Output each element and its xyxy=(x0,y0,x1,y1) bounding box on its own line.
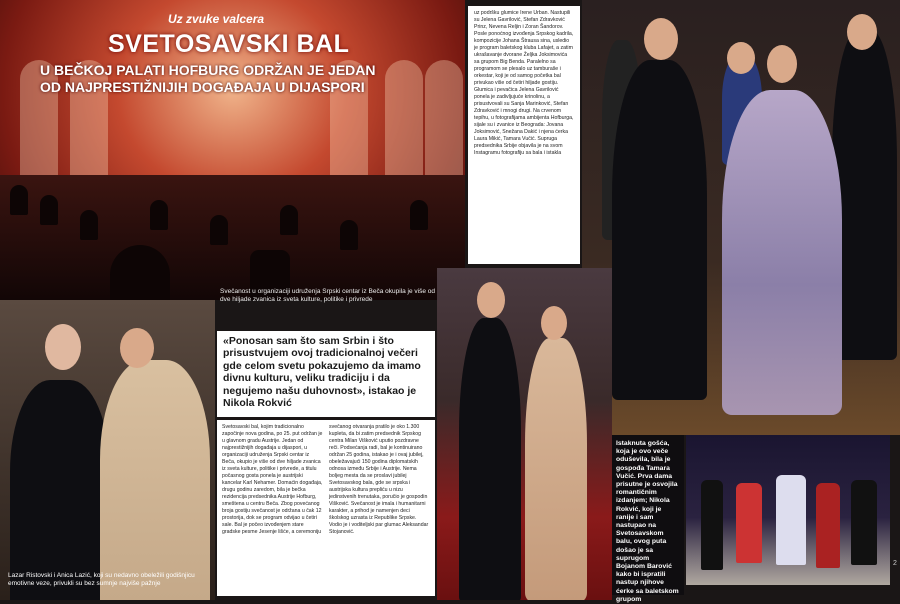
man-in-tuxedo xyxy=(10,380,110,600)
woman-head xyxy=(767,45,797,83)
dancer-silhouette xyxy=(701,480,723,570)
man-in-tuxedo xyxy=(459,318,521,600)
woman-in-gown xyxy=(722,90,842,415)
man-head xyxy=(45,324,81,370)
guest-silhouette xyxy=(280,205,298,235)
dancer-silhouette xyxy=(736,483,762,563)
pull-quote xyxy=(217,331,435,417)
article-title: SVETOSAVSKI BAL xyxy=(108,30,350,58)
guest-silhouette xyxy=(410,200,428,230)
photo-caption-right xyxy=(612,435,684,603)
woman-in-gown xyxy=(525,338,587,600)
hero-caption: Svečanost u organizaciji udruženja Srpski centar iz Beča okupila je više od dve hiljade zvanica iz sveta kulture, politike i privrede xyxy=(220,288,435,303)
woman-in-gown xyxy=(100,360,210,600)
guest-head xyxy=(727,42,755,74)
woman-head xyxy=(120,328,154,368)
man-head xyxy=(477,282,505,318)
article-column-bottom: Svetosavski bal, kojim tradicionalno započinje nova godina, po 25. put održan je u glavnom gradu Austrije. Jedan od najprestižnijih događaja u dijaspori, u organizaciji udruženja Srpski centar iz Beča, okupio je više od dve hiljade zvanica iz sveta kulture, politike i privrede, a titulu počasnog gosta ponela je austrijski kancelar Karl Nehamer. Domaćin događaja, drugu godinu zaredom, bila je bečka rezidencija predsednika Austrije Hofburg, smeštena u centru Beča. Zbog povećanog broja gostiju svečanost je održana u čak 12 prostorija, dok se program odvijao u četiri sale. Bal je počeo izvođenjem stare gradske pesme Jesenje lišće, a ceremoniju svečanog otvaranja pratilo je oko 1.300 kupleta, da bi zatim predsednik Srpskog centra Milan Višković uputio pozdravne reči. Podsećanja radi, bal je kontinuirano održan 25 godina, istakao je i ovaj jubilej, obeležavajući 150 godina diplomatskih odnosa između Srbije i Austrije. Nema boljeg mesta da se proslavi jubilej Svetosavskog bala, gde se srpska i austrijska kultura prepliću u nizu jedinstvenih trenutaka, poručio je gospodin Višković. Svečanost je imala i humanitarni karakter, a prihod je namenjen deci školskog uzrasta iz Republike Srpske. Vodio je i voditeljski par glumac Aleksandar Stojanović. xyxy=(217,420,435,596)
ballroom-floor xyxy=(0,175,465,300)
article-kicker: Uz zvuke valcera xyxy=(168,12,265,26)
woman-head xyxy=(541,306,567,340)
guest-silhouette xyxy=(80,210,98,240)
article-subtitle: U BEČKOJ PALATI HOFBURG ODRŽAN JE JEDAN OD NAJPRESTIŽNIJIH DOGAĐAJA U DIJASPORI xyxy=(40,62,376,95)
guest-silhouette xyxy=(150,200,168,230)
guest-silhouette xyxy=(210,215,228,245)
page-number: 2 xyxy=(893,560,897,567)
man-head xyxy=(644,18,678,60)
guest-silhouette xyxy=(40,195,58,225)
dancer-silhouette xyxy=(816,483,840,568)
pull-quote-text: «Ponosan sam što sam Srbin i što prisustvujem ovoj tradicionalnoj večeri gde celom svetu pokazujemo da imamo divnu kulturu, veliku tradiciju i da negujemo našu duhovnost», istakao je Nikola Rokvić xyxy=(223,335,421,410)
dancer-silhouette xyxy=(851,480,877,565)
article-column-top: uz podršku glumice Irene Urban. Nastupili su Jelena Gavrilović, Stefan Zdravković Prinz, Nevena Reljin i Zoran Šandorov. Posle ponoćnog izvođenja Srpskog kadrila, kompozicije Johana Štrausa sina, usledio je program baletskog kluba Lafajet, a zatim ukrašavanje dvorane Željka Joksimovića sa grupom Big Benda. Paralelno sa programom se plesalo uz tamburaše i orkestar, koji je od samog početka bal privukao više od četiri hiljade gostiju. Glumica i pevačica Jelena Gavrilović ponela je zadivljujuće krinolinu, a prisustvovali su Sanja Marinković, Stefan Zdravković i mnogi drugi. Na crvenom tepihu, u fotografijama ambijenta Hofburga, sijale su i zvanice iz Beograda: Jovana Joksimović, Snežana Dakić i njena ćerka Laura Mikić, Tamara Vučić. Supruga predsednika Srbije objavila je na svom Instagramu fotografiju sa bala i istakla xyxy=(468,6,580,264)
guest-silhouette xyxy=(340,220,358,250)
ballroom-arch xyxy=(425,60,463,180)
couple-photo xyxy=(582,0,900,435)
dancer-silhouette xyxy=(776,475,806,565)
red-carpet-photo xyxy=(437,268,612,600)
guest-head xyxy=(847,14,877,50)
couple-photo-left xyxy=(0,300,215,600)
guest-silhouette xyxy=(10,185,28,215)
photo-caption-left: Lazar Ristovski i Anica Lazić, koji su nedavno obeležili godišnjicu emotivne veze, privukli su bez sumnje najviše pažnje xyxy=(8,572,195,587)
guest-silhouette xyxy=(110,245,170,300)
photo-caption-right-text: Istaknuta gošća, koja je ovo veče oduševila, bila je gospođa Tamara Vučić. Prva dama prisutne je osvojila romantičnim izdanjem; Nikola Rokvić, koji je ranije i sam nastupao na Svetosavskom balu, ovog puta došao je sa suprugom Bojanom Barović kako bi ispratili nastup njihove ćerke sa baletskom grupom xyxy=(616,440,679,603)
man-in-tuxedo xyxy=(612,60,707,400)
ballet-performance-photo xyxy=(686,435,890,585)
